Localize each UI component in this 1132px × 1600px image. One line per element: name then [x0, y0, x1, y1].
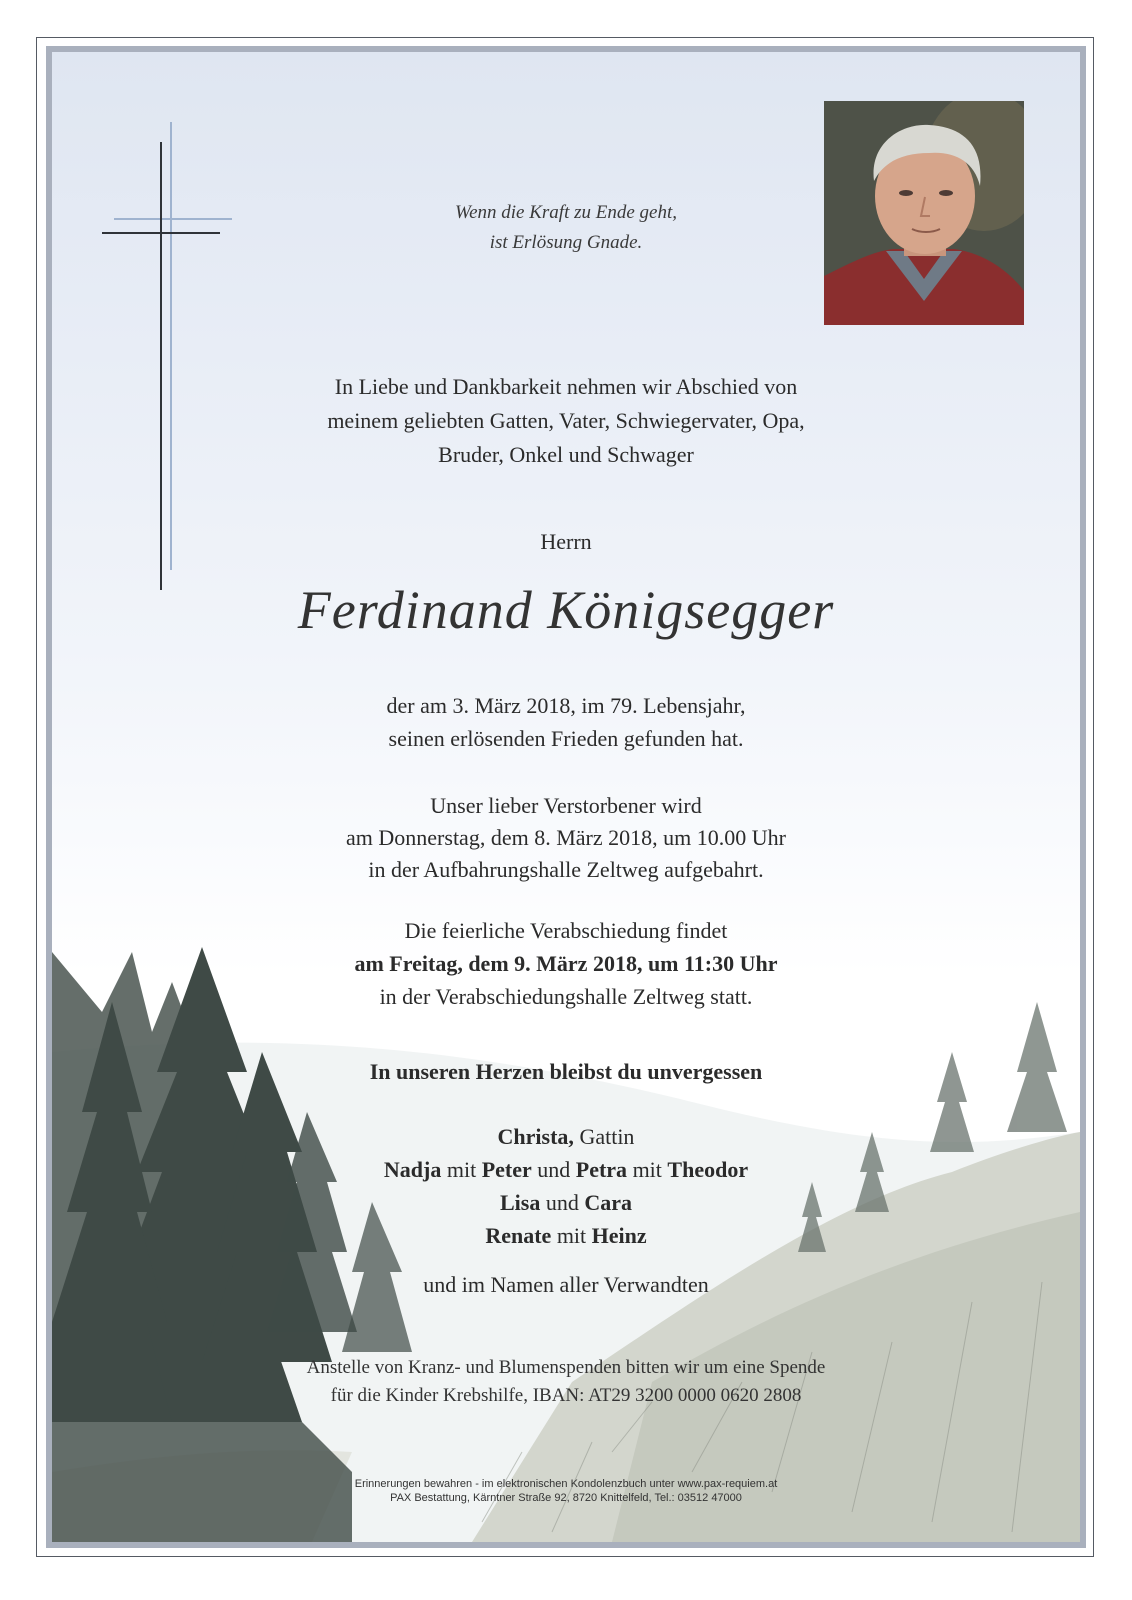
footer-line: Erinnerungen bewahren - im elektronischen Kondolenzbuch unter www.pax-requiem.at: [354, 1478, 778, 1490]
mourner-name: Heinz: [591, 1223, 647, 1248]
mourner-name: Lisa: [499, 1190, 541, 1215]
mourner-connector: mit: [632, 1157, 662, 1182]
wake-line: am Donnerstag, dem 8. März 2018, um 10.00 Uhr: [346, 825, 786, 850]
mourner-connector: mit: [556, 1223, 587, 1248]
death-notice: [52, 689, 1080, 755]
donation-line: Anstelle von Kranz- und Blumenspenden bitten wir um eine Spende: [306, 1357, 826, 1378]
mourner-row: [52, 1153, 1080, 1186]
motto-line: ist Erlösung Gnade.: [489, 232, 643, 253]
mourner-row: [52, 1219, 1080, 1252]
mourner-row: [52, 1120, 1080, 1153]
obituary-card: [46, 46, 1086, 1548]
donation-line: für die Kinder Krebshilfe, IBAN: AT29 3200 0000 0620 2808: [330, 1385, 802, 1406]
footer-line: PAX Bestattung, Kärntner Straße 92, 8720 Knittelfeld, Tel.: 03512 47000: [390, 1492, 742, 1504]
mourner-name: Christa,: [497, 1124, 574, 1149]
farewell-text: [52, 370, 1080, 472]
wake-line: in der Aufbahrungshalle Zeltweg aufgebahrt.: [368, 857, 764, 882]
mourner-connector: und: [537, 1157, 571, 1182]
farewell-line: Bruder, Onkel und Schwager: [438, 442, 694, 467]
mourner-name: Theodor: [667, 1157, 749, 1182]
death-line: seinen erlösenden Frieden gefunden hat.: [388, 726, 744, 751]
wake-notice: [52, 790, 1080, 886]
funeral-home-footer: [52, 1477, 1080, 1505]
mourner-name: Renate: [485, 1223, 552, 1248]
farewell-line: In Liebe und Dankbarkeit nehmen wir Abschied von: [334, 374, 798, 399]
mourner-role: Gattin: [579, 1124, 635, 1149]
mourners-list: [52, 1120, 1080, 1252]
remembrance-line: In unseren Herzen bleibst du unvergessen: [369, 1059, 763, 1084]
ceremony-date: am Freitag, dem 9. März 2018, um 11:30 Uhr: [354, 951, 778, 976]
donation-request: [52, 1354, 1080, 1410]
deceased-name: Ferdinand Königsegger: [297, 580, 835, 640]
mourner-name: Petra: [575, 1157, 628, 1182]
ceremony-line: in der Verabschiedungshalle Zeltweg statt.: [379, 984, 753, 1009]
mourner-name: Cara: [584, 1190, 632, 1215]
mourner-name: Peter: [481, 1157, 532, 1182]
motto-quote: [52, 198, 1080, 258]
ceremony-notice: [52, 914, 1080, 1013]
mourner-connector: mit: [446, 1157, 477, 1182]
farewell-line: meinem geliebten Gatten, Vater, Schwiegervater, Opa,: [327, 408, 805, 433]
mourner-name: Nadja: [383, 1157, 442, 1182]
death-line: der am 3. März 2018, im 79. Lebensjahr,: [386, 693, 746, 718]
wake-line: Unser lieber Verstorbener wird: [430, 793, 702, 818]
relatives-line: und im Namen aller Verwandten: [423, 1272, 709, 1297]
mourner-row: [52, 1186, 1080, 1219]
salutation: Herrn: [540, 529, 592, 554]
motto-line: Wenn die Kraft zu Ende geht,: [455, 202, 677, 223]
ceremony-line: Die feierliche Verabschiedung findet: [404, 918, 728, 943]
mourner-connector: und: [545, 1190, 579, 1215]
